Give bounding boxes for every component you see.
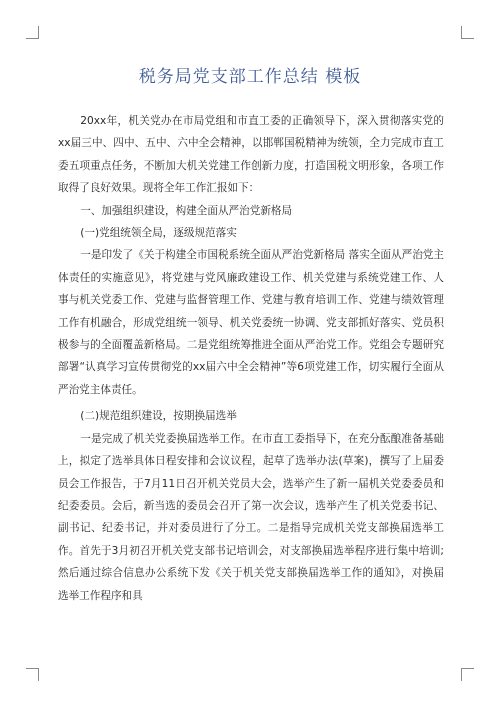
subsection-heading-1: (一)党组统领全局，逐级规范落实 <box>80 227 237 240</box>
crop-mark-top-right <box>461 26 474 39</box>
document-body <box>58 110 444 607</box>
crop-mark-top-left <box>26 26 39 39</box>
document-title: 税务局党支部工作总结 模板 <box>138 67 362 87</box>
body-paragraph-2: 一是完成了机关党委换届选举工作。在市直工委指导下，在充分酝酿准备基础上，拟定了选举具体日程安排和会议议程，起草了选举办法(草案)，撰写了上届委员会工作报告，于7月11日召开机关党员大会，选举产生了新一届机关党委委员和纪委委员。会后，新当选的委员会召开了第一次会议，选举产生了机关党委书记、副书记、纪委书记，并对委员进行了分工。二是指导完成机关党支部换届选举工作。首先于3月初召开机关党支部书记培训会，对支部换届选举程序进行集中培训;然后通过综合信息办公系统下发《关于机关党支部换届选举工作的通知》，对换届选举工作程序和具 <box>58 432 444 602</box>
section-heading: 一、加强组织建设，构建全面从严治党新格局 <box>80 204 293 217</box>
intro-paragraph: 20xx年，机关党办在市局党组和市直工委的正确领导下，深入贯彻落实党的xx届三中、四中、五中、六中全会精神，以邯郸国税精神为统领，全力完成市直工委五项重点任务，不断加大机关党建工作创新力度，打造国税文明形象，各项工作取得了良好效果。现将全年工作汇报如下： <box>58 115 444 195</box>
crop-mark-bottom-right <box>461 668 474 681</box>
crop-mark-bottom-left <box>26 668 39 681</box>
body-paragraph-1: 一是印发了《关于构建全市国税系统全面从严治党新格局 落实全面从严治党主体责任的实施意见》，将党建与党风廉政建设工作、机关党建与系统党建工作、人事与机关党委工作、党建与监督管理工作、党建与教育培训工作、党建与绩效管理工作有机融合，形成党组统一领导、机关党委统一协调、党支部抓好落实、党员积极参与的全面覆盖新格局。二是党组统筹推进全面从严治党工作。党组会专题研究部署“认真学习宣传贯彻党的xx届六中全会精神”等6项党建工作，切实履行全面从严治党主体责任。 <box>58 249 444 396</box>
subsection-heading-2: (二)规范组织建设，按期换届选举 <box>80 410 237 423</box>
